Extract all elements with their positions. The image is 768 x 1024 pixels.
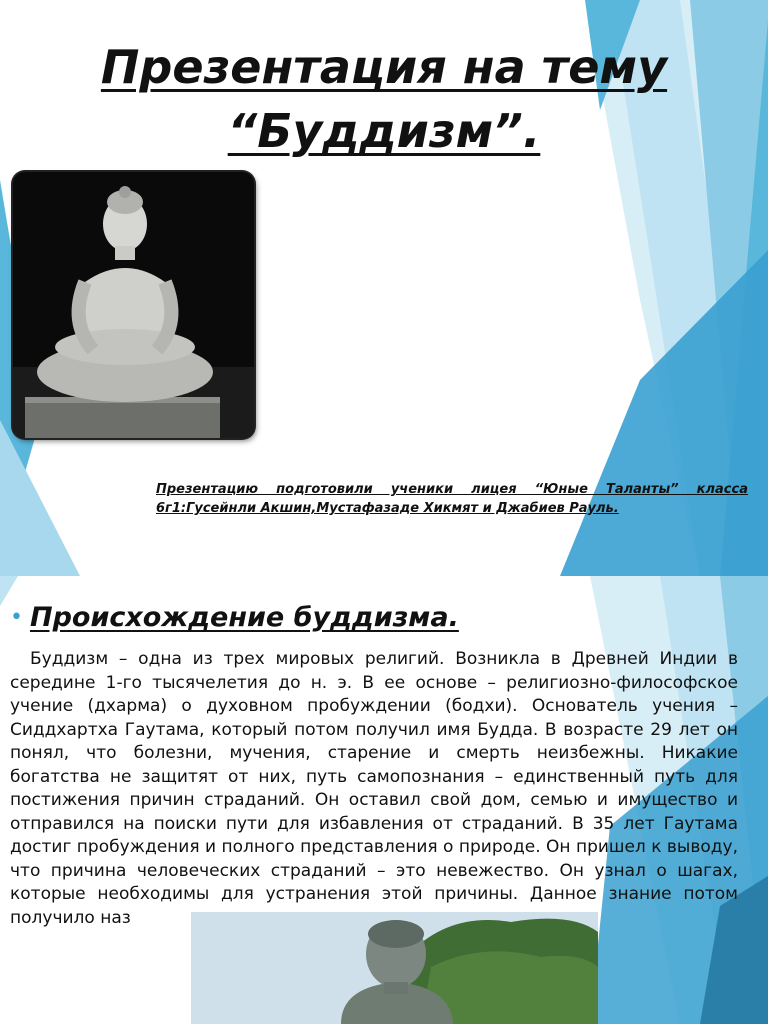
great-buddha-image: [191, 912, 598, 1024]
bullet-marker: •: [10, 605, 23, 630]
buddha-meditation-image: [13, 172, 254, 438]
section-body-text: Буддизм – одна из трех мировых религий. Возникла в Древней Индии в середине 1-го тысячелетия до н. э. В ее основе – религиозно-философское учение (дхарма) о духовном пробуждении (бодхи). Основатель учения – Сиддхартха Гаутама, который потом получил имя Будда. В возрасте 29 лет он понял, что болезни, мучения, старение и смерть неизбежны. Никакие богатства не защитят от них, путь самопознания – единственный путь для постижения причин страданий. Он оставил свой дом, семью и имущество и отправился на поиски пути для избавления от страданий. В 35 лет Гаутама достиг пробуждения и полного представления о природе. Он пришел к выводу, что причина человеческих страданий – это невежество. Он узнал о шагах, которые необходимы для устранения этой причины. Данное знание потом получило наз: [10, 649, 738, 928]
slide-title-line2: “Буддизм”.: [227, 104, 541, 158]
slide-title-line1: Презентация на тему: [100, 40, 668, 94]
section-heading: Происхождение буддизма.: [30, 602, 459, 633]
great-buddha-illustration: [191, 912, 598, 1024]
buddha-statue-illustration: [13, 172, 254, 438]
authors-credit: Презентацию подготовили ученики лицея “Юные Таланты” класса 6г1:Гусейнли Акшин,Мустафазаде Хикмят и Джабиев Рауль.: [156, 482, 748, 516]
